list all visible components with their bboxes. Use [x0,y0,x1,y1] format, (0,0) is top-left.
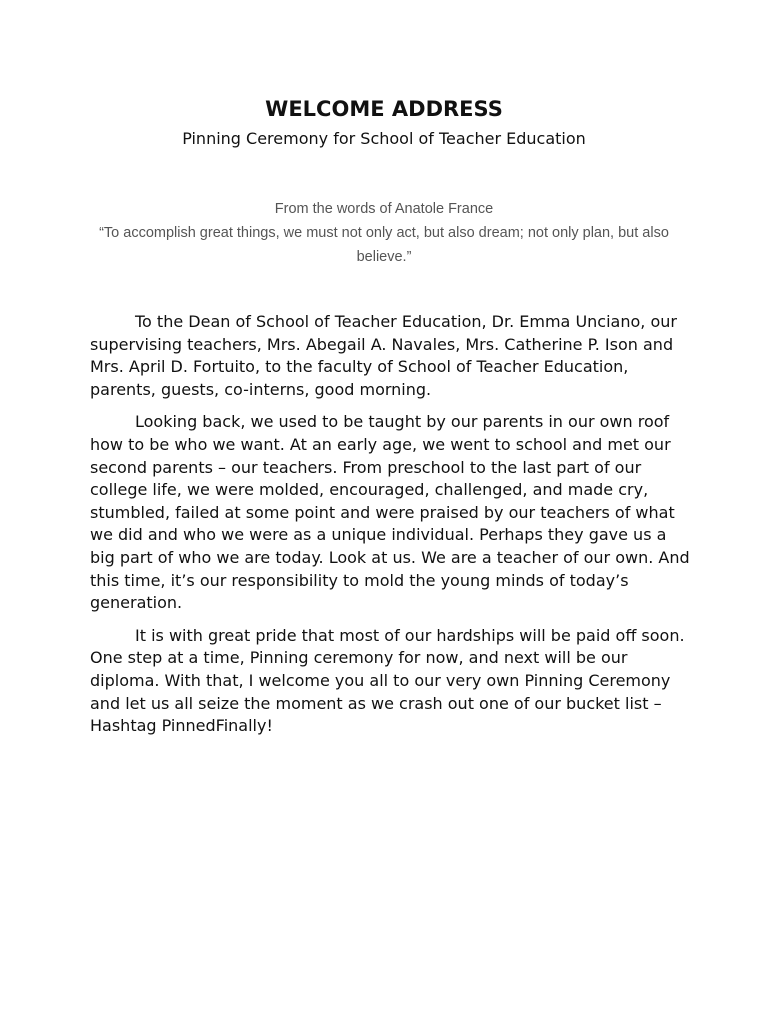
paragraph-greeting: To the Dean of School of Teacher Education, Dr. Emma Unciano, our supervising teachers, Mrs. Abegail A. Navales, Mrs. Catherine P. Ison and Mrs. April D. Fortuito, to the faculty of School of Teacher Education, parents, guests, co-interns, good morning. [90,312,677,399]
document-subtitle: Pinning Ceremony for School of Teacher Education [182,129,586,148]
quote-text: “To accomplish great things, we must not only act, but also dream; not only plan, but also believe.” [99,225,669,265]
paragraph-looking-back: Looking back, we used to be taught by our parents in our own roof how to be who we want. At an early age, we went to school and met our second parents – our teachers. From preschool to the last part of our college life, we were molded, encouraged, challenged, and made cry, stumbled, failed at some point and were praised by our teachers of what we did and who we were as a unique individual. Perhaps they gave us a big part of who we are today. Look at us. We are a teacher of our own. And this time, it’s our responsibility to mold the young minds of today’s generation. [90,412,690,613]
paragraph-welcome: It is with great pride that most of our hardships will be paid off soon. One step at a time, Pinning ceremony for now, and next will be our diploma. With that, I welcome you all to our very own Pinning Ceremony and let us all seize the moment as we crash out one of our bucket list – Hashtag PinnedFinally! [90,625,685,736]
quote-source: From the words of Anatole France [274,201,494,217]
quote-block [80,197,688,269]
document-title: WELCOME ADDRESS [265,97,503,121]
document-body [90,311,690,748]
